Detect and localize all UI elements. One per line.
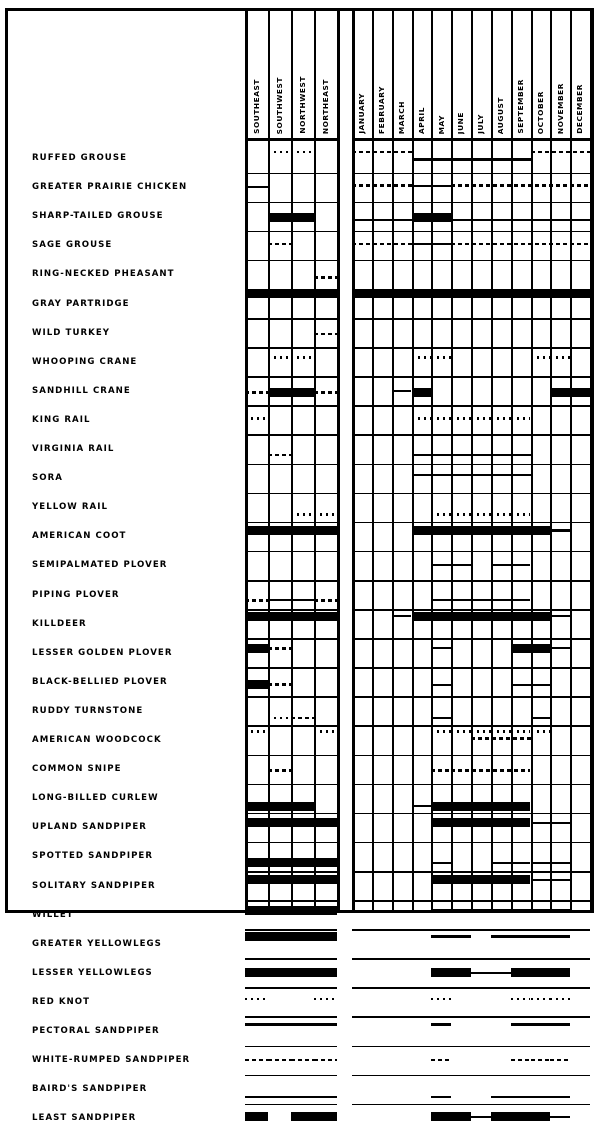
region-occurrence-mark <box>245 1059 268 1062</box>
header-label: NORTHEAST <box>320 78 330 134</box>
region-occurrence-mark <box>291 717 314 720</box>
row-separator <box>352 900 590 902</box>
month-occurrence-mark <box>550 356 570 359</box>
region-occurrence-mark <box>268 388 314 397</box>
month-occurrence-mark <box>451 730 471 733</box>
month-occurrence-mark <box>431 513 451 516</box>
month-occurrence-mark <box>511 968 571 977</box>
header-label: NORTHWEST <box>297 76 307 134</box>
month-occurrence-mark <box>471 730 491 733</box>
month-occurrence-mark <box>491 935 570 937</box>
month-column-rule <box>372 8 374 913</box>
month-header-march <box>392 30 412 134</box>
species-label: RUFFED GROUSE <box>32 153 127 163</box>
row-separator <box>245 667 337 669</box>
month-column-rule <box>570 8 572 913</box>
row-separator <box>352 784 590 786</box>
species-label: AMERICAN WOODCOCK <box>32 735 162 745</box>
region-occurrence-mark <box>268 151 291 154</box>
month-occurrence-mark <box>511 998 531 1001</box>
row-separator <box>245 260 337 262</box>
row-separator <box>245 405 337 407</box>
month-occurrence-mark <box>451 513 471 516</box>
month-occurrence-mark <box>352 151 412 154</box>
month-occurrence-mark <box>412 805 432 807</box>
month-occurrence-mark <box>491 862 531 864</box>
species-label: SOLITARY SANDPIPER <box>32 880 156 891</box>
row-separator <box>245 929 337 931</box>
header-label: JANUARY <box>357 93 367 134</box>
month-occurrence-mark <box>431 599 530 601</box>
month-occurrence-mark <box>431 417 451 420</box>
month-occurrence-mark <box>352 184 412 187</box>
month-occurrence-mark <box>352 219 590 221</box>
month-occurrence-mark <box>471 513 491 516</box>
month-occurrence-mark <box>451 417 471 420</box>
month-occurrence-mark <box>412 612 551 621</box>
month-occurrence-mark <box>511 730 531 733</box>
region-occurrence-mark <box>314 276 337 279</box>
row-separator <box>352 580 590 582</box>
species-label: RUDDY TURNSTONE <box>32 705 144 716</box>
region-occurrence-mark <box>245 186 268 188</box>
row-separator <box>352 434 590 436</box>
row-separator <box>245 958 337 960</box>
month-column-rule <box>511 8 513 913</box>
month-occurrence-mark <box>412 213 452 222</box>
species-label: UPLAND SANDPIPER <box>32 822 147 833</box>
month-header-april <box>412 30 432 134</box>
month-occurrence-mark <box>431 968 471 977</box>
row-separator <box>352 260 590 262</box>
row-separator <box>352 696 590 698</box>
species-label: PECTORAL SANDPIPER <box>32 1026 160 1036</box>
month-column-rule <box>550 8 552 913</box>
region-occurrence-mark <box>245 875 337 884</box>
row-separator <box>352 813 590 815</box>
month-occurrence-mark <box>431 1096 451 1098</box>
month-occurrence-mark <box>531 717 551 719</box>
row-separator <box>245 173 337 175</box>
species-label: LEAST SANDPIPER <box>32 1113 137 1123</box>
header-label: MARCH <box>396 100 406 134</box>
row-separator <box>352 1046 590 1048</box>
species-label: WHITE-RUMPED SANDPIPER <box>32 1055 191 1066</box>
species-label: SEMIPALMATED PLOVER <box>32 560 168 571</box>
month-occurrence-mark <box>531 730 551 733</box>
row-separator <box>245 1016 337 1018</box>
region-column-rule <box>268 8 270 913</box>
month-occurrence-mark <box>511 1059 531 1062</box>
header-label: OCTOBER <box>535 90 545 134</box>
header-label: FEBRUARY <box>377 86 387 134</box>
row-separator <box>352 318 590 320</box>
month-header-october <box>531 30 551 134</box>
species-label: LESSER GOLDEN PLOVER <box>32 647 173 658</box>
region-header-northeast <box>314 30 337 134</box>
species-label: RED KNOT <box>32 996 91 1007</box>
species-label: WHOOPING CRANE <box>32 356 138 367</box>
month-column-rule <box>451 8 453 913</box>
month-occurrence-mark <box>412 417 432 420</box>
month-header-may <box>431 30 451 134</box>
month-occurrence-mark <box>531 1059 551 1062</box>
row-separator <box>352 464 590 466</box>
row-separator <box>245 725 337 727</box>
region-occurrence-mark <box>245 858 337 867</box>
month-column-rule <box>431 8 433 913</box>
row-separator <box>352 667 590 669</box>
species-label: GREATER YELLOWLEGS <box>32 938 162 949</box>
month-occurrence-mark <box>412 454 531 456</box>
month-occurrence-mark <box>431 684 451 686</box>
region-occurrence-mark <box>291 513 314 516</box>
month-header-january <box>352 30 372 134</box>
month-occurrence-mark <box>531 879 571 881</box>
month-occurrence-mark <box>431 356 451 359</box>
region-header-northwest <box>291 30 314 134</box>
month-occurrence-mark <box>471 417 491 420</box>
row-separator <box>352 1075 590 1077</box>
row-separator <box>245 900 337 902</box>
month-occurrence-mark <box>412 158 531 160</box>
row-separator <box>352 755 590 757</box>
month-occurrence-mark <box>431 717 451 719</box>
month-occurrence-mark <box>491 513 511 516</box>
region-column-rule <box>245 8 248 913</box>
header-label: APRIL <box>416 106 426 134</box>
month-occurrence-mark <box>531 151 591 154</box>
month-column-rule <box>392 8 394 913</box>
month-occurrence-mark <box>491 909 570 911</box>
month-occurrence-mark <box>550 1059 570 1062</box>
region-occurrence-mark <box>268 968 337 977</box>
row-separator <box>245 784 337 786</box>
month-occurrence-mark <box>431 818 530 827</box>
species-label: AMERICAN COOT <box>32 531 127 542</box>
month-column-rule <box>352 8 355 913</box>
row-separator <box>245 347 337 349</box>
chart-frame <box>5 8 594 913</box>
month-occurrence-mark <box>431 730 451 733</box>
species-label: SPOTTED SANDPIPER <box>32 851 154 862</box>
region-occurrence-mark <box>245 526 337 535</box>
species-label: SANDHILL CRANE <box>32 385 131 396</box>
month-occurrence-mark <box>531 998 551 1001</box>
month-occurrence-mark <box>471 1116 491 1118</box>
month-occurrence-mark <box>550 388 590 397</box>
species-label: RING-NECKED PHEASANT <box>32 269 175 280</box>
species-label: COMMON SNIPE <box>32 764 122 775</box>
month-occurrence-mark <box>531 356 551 359</box>
month-occurrence-mark <box>412 526 551 535</box>
month-occurrence-mark <box>392 390 412 392</box>
month-occurrence-mark <box>431 935 471 937</box>
month-header-june <box>451 30 471 134</box>
month-occurrence-mark <box>431 564 471 566</box>
month-column-rule-end <box>590 8 593 913</box>
region-occurrence-mark <box>245 417 268 420</box>
month-occurrence-mark <box>431 769 451 772</box>
month-occurrence-mark <box>491 417 511 420</box>
region-occurrence-mark <box>291 151 314 154</box>
month-column-rule <box>412 8 414 913</box>
row-separator <box>245 1046 337 1048</box>
header-underline <box>245 138 337 141</box>
header-label: DECEMBER <box>575 84 585 134</box>
species-label: BAIRD'S SANDPIPER <box>32 1084 148 1095</box>
month-column-rule <box>491 8 493 913</box>
month-occurrence-mark <box>392 615 412 617</box>
row-separator <box>245 580 337 582</box>
month-occurrence-mark <box>412 388 432 397</box>
region-occurrence-mark <box>314 998 337 1001</box>
region-occurrence-mark <box>245 599 268 602</box>
species-label: WILLET <box>32 909 74 920</box>
row-separator <box>352 347 590 349</box>
region-occurrence-mark <box>268 647 291 650</box>
month-header-december <box>570 30 590 134</box>
species-label: SHARP-TAILED GROUSE <box>32 211 164 222</box>
row-separator <box>352 551 590 553</box>
row-separator <box>245 551 337 553</box>
row-separator <box>352 173 590 175</box>
row-separator <box>352 1104 590 1106</box>
month-header-july <box>471 30 491 134</box>
region-occurrence-mark <box>268 1059 291 1062</box>
month-occurrence-mark <box>352 289 590 298</box>
row-separator <box>245 638 337 640</box>
month-occurrence-mark <box>451 243 590 246</box>
month-occurrence-mark <box>550 1116 570 1118</box>
region-occurrence-mark <box>314 333 337 336</box>
month-column-rule <box>471 8 473 913</box>
month-occurrence-mark <box>451 184 590 187</box>
row-separator <box>352 987 590 989</box>
month-occurrence-mark <box>412 185 452 187</box>
month-occurrence-mark <box>511 513 531 516</box>
region-occurrence-mark <box>245 968 268 977</box>
month-occurrence-mark <box>550 998 570 1001</box>
region-occurrence-mark <box>245 818 337 827</box>
row-separator <box>352 376 590 378</box>
month-occurrence-mark <box>431 1023 451 1025</box>
month-occurrence-mark <box>412 243 452 245</box>
region-occurrence-mark <box>245 906 337 915</box>
region-occurrence-mark <box>245 802 314 811</box>
month-header-august <box>491 30 511 134</box>
month-occurrence-mark <box>412 356 432 359</box>
region-occurrence-mark <box>245 730 268 733</box>
month-occurrence-mark <box>431 998 451 1001</box>
row-separator <box>245 1104 337 1106</box>
region-occurrence-mark <box>268 454 291 457</box>
region-occurrence-mark <box>291 213 314 222</box>
species-label: LESSER YELLOWLEGS <box>32 967 153 978</box>
region-occurrence-mark <box>268 243 291 246</box>
species-label: BLACK-BELLIED PLOVER <box>32 676 168 687</box>
month-occurrence-mark <box>511 1023 571 1025</box>
month-occurrence-mark <box>491 1096 551 1098</box>
region-occurrence-mark <box>245 932 337 941</box>
species-label: GRAY PARTRIDGE <box>32 298 130 309</box>
header-label: SOUTHWEST <box>274 76 284 134</box>
region-header-southwest <box>268 30 291 134</box>
species-label: SORA <box>32 473 63 484</box>
month-occurrence-mark <box>511 644 551 653</box>
month-occurrence-mark <box>511 684 551 686</box>
row-separator <box>245 987 337 989</box>
species-label: KING RAIL <box>32 414 91 425</box>
row-separator <box>352 522 590 524</box>
region-occurrence-mark <box>314 1059 337 1062</box>
region-occurrence-mark <box>245 1112 268 1121</box>
region-occurrence-mark <box>268 717 291 720</box>
header-label: JULY <box>476 114 486 134</box>
species-label: GREATER PRAIRIE CHICKEN <box>32 182 188 193</box>
region-column-rule-end <box>337 8 340 913</box>
region-occurrence-mark <box>245 391 268 394</box>
region-occurrence-mark <box>291 1112 337 1121</box>
month-occurrence-mark <box>550 1096 570 1098</box>
row-separator <box>245 1075 337 1077</box>
row-separator <box>245 871 337 873</box>
row-separator <box>352 725 590 727</box>
region-occurrence-mark <box>245 1023 337 1025</box>
species-label: VIRGINIA RAIL <box>32 444 115 454</box>
month-occurrence-mark <box>550 529 570 531</box>
month-occurrence-mark <box>491 730 511 733</box>
region-occurrence-mark <box>268 599 314 601</box>
month-occurrence-mark <box>531 822 571 824</box>
row-separator <box>352 958 590 960</box>
month-occurrence-mark <box>431 802 530 811</box>
species-label: WILD TURKEY <box>32 327 111 338</box>
row-separator <box>245 318 337 320</box>
region-occurrence-mark <box>268 769 291 772</box>
region-occurrence-mark <box>245 680 268 689</box>
row-separator <box>245 842 337 844</box>
month-occurrence-mark <box>471 972 511 974</box>
row-separator <box>352 493 590 495</box>
month-header-february <box>372 30 392 134</box>
row-separator <box>245 813 337 815</box>
region-occurrence-mark <box>245 644 268 653</box>
region-column-rule <box>291 8 293 913</box>
month-occurrence-mark <box>531 862 571 864</box>
row-separator <box>352 842 590 844</box>
month-occurrence-mark <box>550 615 570 617</box>
header-label: NOVEMBER <box>555 82 565 134</box>
region-occurrence-mark <box>268 213 291 222</box>
row-separator <box>245 376 337 378</box>
header-label: AUGUST <box>496 96 506 134</box>
row-separator <box>245 609 337 611</box>
row-separator <box>245 464 337 466</box>
region-occurrence-mark <box>314 730 337 733</box>
month-occurrence-mark <box>491 1112 551 1121</box>
month-occurrence-mark <box>412 474 531 476</box>
row-separator <box>245 696 337 698</box>
species-label: SAGE GROUSE <box>32 240 113 251</box>
region-header-southeast <box>245 30 268 134</box>
row-separator <box>352 1016 590 1018</box>
row-separator <box>245 231 337 233</box>
month-occurrence-mark <box>471 737 531 740</box>
month-occurrence-mark <box>431 875 530 884</box>
species-label: LONG-BILLED CURLEW <box>32 793 159 804</box>
month-occurrence-mark <box>451 769 530 772</box>
region-occurrence-mark <box>245 998 268 1001</box>
row-separator <box>352 405 590 407</box>
row-separator <box>352 929 590 931</box>
header-label: MAY <box>436 114 446 134</box>
region-occurrence-mark <box>245 612 337 621</box>
row-separator <box>352 871 590 873</box>
row-separator <box>245 522 337 524</box>
row-separator <box>352 231 590 233</box>
month-occurrence-mark <box>431 862 451 864</box>
header-label: SOUTHEAST <box>251 79 261 134</box>
month-occurrence-mark <box>491 564 531 566</box>
species-label: KILLDEER <box>32 618 87 629</box>
region-occurrence-mark <box>245 289 337 298</box>
month-occurrence-mark <box>431 647 451 649</box>
month-header-november <box>550 30 570 134</box>
row-separator <box>352 609 590 611</box>
header-underline <box>352 138 590 141</box>
month-occurrence-mark <box>431 1112 471 1121</box>
region-occurrence-mark <box>245 1096 337 1098</box>
row-separator <box>352 202 590 204</box>
region-occurrence-mark <box>268 356 291 359</box>
row-separator <box>352 638 590 640</box>
month-occurrence-mark <box>431 1059 451 1062</box>
region-occurrence-mark <box>268 683 291 686</box>
row-separator <box>245 434 337 436</box>
species-label: YELLOW RAIL <box>32 502 109 513</box>
row-separator <box>245 202 337 204</box>
row-separator <box>245 755 337 757</box>
region-column-rule <box>314 8 316 913</box>
region-occurrence-mark <box>314 391 337 394</box>
month-header-september <box>511 30 531 134</box>
region-occurrence-mark <box>314 599 337 602</box>
region-occurrence-mark <box>291 1059 314 1062</box>
month-occurrence-mark <box>511 417 531 420</box>
row-separator <box>245 493 337 495</box>
species-label: PIPING PLOVER <box>32 589 120 600</box>
header-label: JUNE <box>456 111 466 134</box>
region-occurrence-mark <box>291 356 314 359</box>
month-occurrence-mark <box>550 647 570 649</box>
header-label: SEPTEMBER <box>515 79 525 134</box>
month-column-rule <box>531 8 533 913</box>
region-occurrence-mark <box>314 513 337 516</box>
month-occurrence-mark <box>352 243 412 246</box>
